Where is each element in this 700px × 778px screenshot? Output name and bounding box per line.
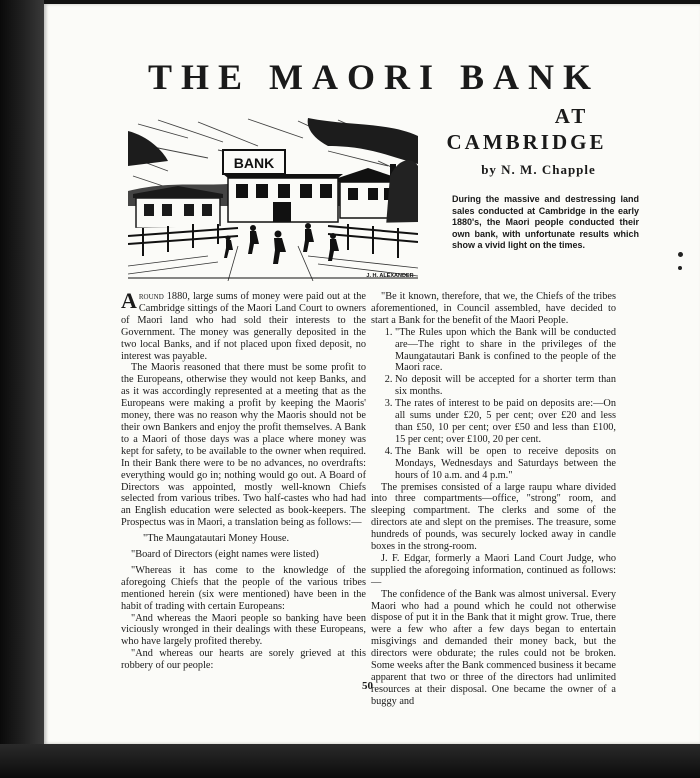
- right-paragraph-3: J. F. Edgar, formerly a Maori Land Court Judge, who supplied the aforegoing information, continued as follows:—: [371, 552, 616, 588]
- left-column: [121, 288, 366, 672]
- article-subtitle-at: AT: [554, 104, 589, 128]
- left-paragraph-6: "And whereas the Maori people so banking have been viciously wronged in their dealings with these Europeans, who have largely profited thereby.: [121, 612, 366, 648]
- page-number: 50: [362, 680, 373, 692]
- bank-rules-list: [371, 327, 616, 482]
- byline: by N. M. Chapple: [481, 162, 596, 177]
- scan-edge-left: [0, 0, 44, 778]
- left-paragraph-7: "And whereas our hearts are sorely grieved at this robbery of our people:: [121, 648, 366, 672]
- intro-blurb: During the massive and destressing land sales conducted at Cambridge in the early 1880's, the Maori people conducted their own bank, with unfortunate results which show a vivid light on the times.: [452, 194, 639, 251]
- left-paragraph-4: "Board of Directors (eight names were listed): [131, 549, 319, 561]
- magazine-page: [44, 4, 700, 744]
- speck: [678, 252, 683, 257]
- rule-item: 3. The rates of interest to be paid on deposits are:—On all sums under £20, 5 per cent; over £20 and less than £50, 10 per cent; over £50 and less than £100, 15 per cent; over £100, 20 per cent.: [395, 398, 616, 446]
- bank-sign: BANK: [233, 155, 275, 171]
- left-paragraph-1: [121, 288, 366, 362]
- speck: [678, 266, 682, 270]
- bank-illustration: [128, 116, 418, 281]
- right-paragraph-2: The premises consisted of a large raupu whare divided into three compartments—office, "strong" room, and sleeping compartment. The clerks and some of the directors ate and slept on the premises. The treasure, some hundreds of pounds, was securely locked away in candle boxes in the strong-room.: [371, 481, 616, 553]
- left-paragraph-3: "The Maungatautari Money House.: [143, 533, 290, 545]
- left-paragraph-5: "Whereas it has come to the knowledge of the aforegoing Chiefs that the people of the various tribes mentioned herein (six were mentioned) have been in the habit of trading with certain Europeans:: [121, 564, 366, 612]
- left-paragraph-2: The Maoris reasoned that there must be some profit to the Europeans, otherwise they would not keep Banks, and as it was accordingly represented at a meeting that as the Europeans were making a profit by keeping the Maoris' money, there was no reason why the Maoris should not be their own Bankers and enjoy the profit themselves. A Bank to a Maori of those days was a place where money was kept for safety, to be available to the owner when required. In their Bank there were to be no advances, no overdrafts: everything would go in; nothing would go out. A Board of Directors was appointed, mostly well-known Chiefs selected from various tribes. Two half-castes who had had an English education were selected as book-keepers. The Prospectus was in Maori, a translation being as follows:—: [121, 362, 366, 529]
- article-title: THE MAORI BANK: [147, 57, 601, 97]
- left-house: [133, 186, 223, 228]
- opening-word: round: [138, 291, 164, 302]
- rule-item: 2. No deposit will be accepted for a shorter term than six months.: [395, 374, 616, 398]
- right-column: [371, 291, 616, 708]
- rule-item: 1. "The Rules upon which the Bank will be conducted are—The right to share in the privileges of the Maungatautari Bank is confined to the people of the Maori race.: [395, 327, 616, 375]
- right-paragraph-1: "Be it known, therefore, that we, the Chiefs of the tribes aforementioned, in Council assembled, have decided to start a Bank for the benefit of the Maori People.: [371, 291, 616, 326]
- rule-item: 4. The Bank will be open to receive deposits on Mondays, Wednesdays and Saturdays between the hours of 10 a.m. and 4 p.m.": [395, 446, 616, 482]
- article-subtitle-place: CAMBRIDGE: [446, 130, 607, 154]
- illustrator-signature: J. H. ALEXANDER: [366, 273, 414, 279]
- dropcap: A: [121, 288, 137, 313]
- scan-edge-bottom: [0, 744, 700, 778]
- left-paragraph-1-text: 1880, large sums of money were paid out at the Cambridge sittings of the Maori Land Court to owners of Maori land who had sold their interests to the Government. The money was generally deposited in the two local Banks, and if not placed upon fixed deposit, no interest was payable.: [121, 291, 366, 362]
- right-paragraph-4: The confidence of the Bank was almost universal. Every Maori who had a pound which he could not otherwise dispose of put it in the Bank that it might grow. True, there were a few who after a few days began to entertain misgivings and demanded their money back, but the directors were obdurate; the rules could not be broken. Some weeks after the Bank commenced business it became apparent that two or three of the directors had unlimited resources at their disposal. One became the owner of a buggy and: [371, 588, 616, 707]
